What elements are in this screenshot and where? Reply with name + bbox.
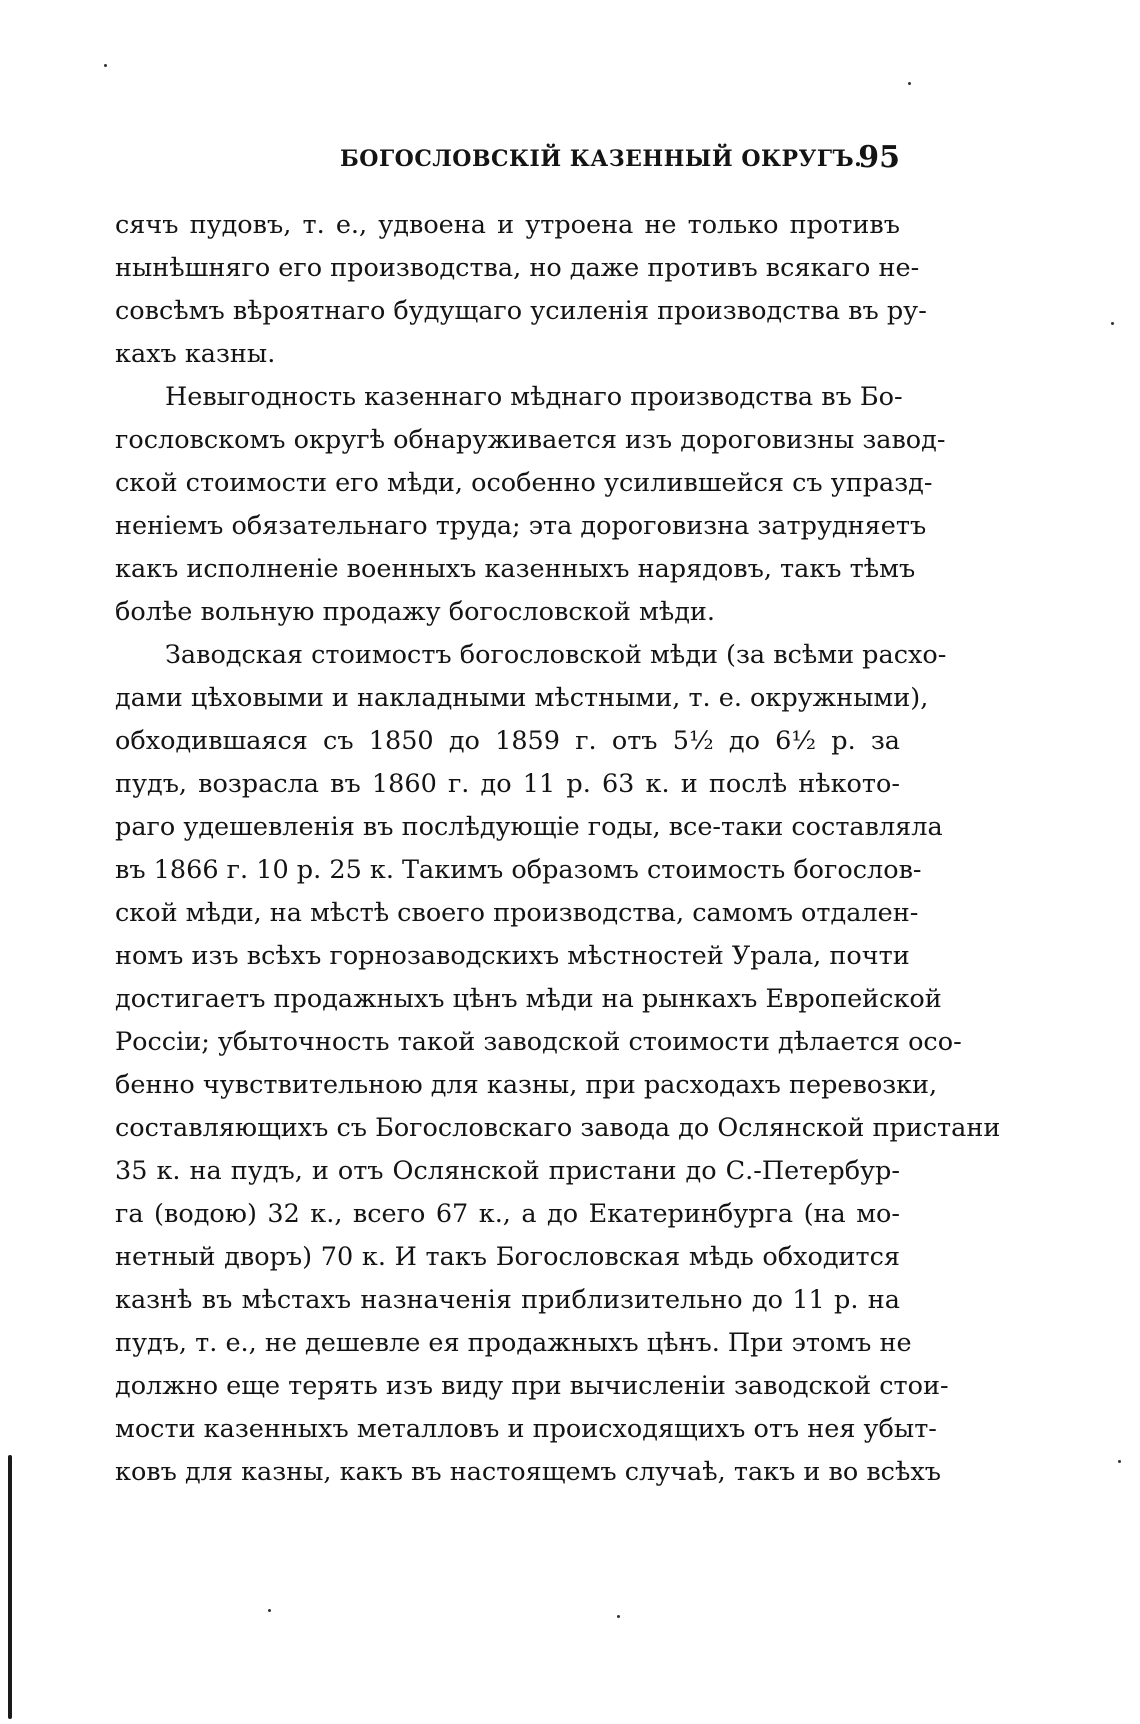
text-line: пудъ, возрасла въ 1860 г. до 11 р. 63 к. и послѣ нѣкото- (115, 769, 900, 799)
scan-speck (908, 82, 911, 85)
text-line: сячъ пудовъ, т. е., удвоена и утроена не только противъ (115, 210, 900, 240)
text-line: казнѣ въ мѣстахъ назначенія приблизительно до 11 р. на (115, 1285, 900, 1315)
text-line: должно еще терять изъ виду при вычисленіи заводской стои- (115, 1371, 949, 1401)
text-line: гословскомъ округѣ обнаруживается изъ дороговизны завод- (115, 425, 946, 455)
text-line: обходившаяся съ 1850 до 1859 г. отъ 5½ до 6½ р. за (115, 726, 900, 756)
body-text (115, 204, 1001, 1494)
text-line: Россіи; убыточность такой заводской стоимости дѣлается осо- (115, 1027, 962, 1057)
text-line: Невыгодность казеннаго мѣднаго производства въ Бо- (165, 382, 903, 412)
text-line: какъ исполненіе военныхъ казенныхъ нарядовъ, такъ тѣмъ (115, 554, 916, 584)
text-line: мости казенныхъ металловъ и происходящихъ отъ нея убыт- (115, 1414, 937, 1444)
paragraph-2 (115, 376, 946, 634)
text-line: составляющихъ съ Богословскаго завода до Ослянской пристани (115, 1113, 1001, 1143)
scan-speck (617, 1615, 620, 1618)
page-header (115, 140, 900, 186)
text-line: совсѣмъ вѣроятнаго будущаго усиленія производства въ ру- (115, 296, 927, 326)
paragraph-3 (115, 634, 1001, 1494)
text-line: Заводская стоимостъ богословской мѣди (за всѣми расхо- (165, 640, 947, 670)
text-line: номъ изъ всѣхъ горнозаводскихъ мѣстностей Урала, почти (115, 941, 910, 971)
page-number: 95 (858, 140, 900, 175)
text-line: пудъ, т. е., не дешевле ея продажныхъ цѣнъ. При этомъ не (115, 1328, 912, 1358)
scan-speck (1111, 322, 1114, 325)
text-line: нетный дворъ) 70 к. И такъ Богословская мѣдь обходится (115, 1242, 900, 1272)
text-line: достигаетъ продажныхъ цѣнъ мѣди на рынкахъ Европейской (115, 984, 942, 1014)
text-line: 35 к. на пудъ, и отъ Ослянской пристани до С.-Петербур- (115, 1156, 900, 1186)
text-line: га (водою) 32 к., всего 67 к., а до Екатеринбурга (на мо- (115, 1199, 900, 1229)
text-line: ской стоимости его мѣди, особенно усилившейся съ упразд- (115, 468, 933, 498)
text-line: ской мѣди, на мѣстѣ своего производства, самомъ отдален- (115, 898, 919, 928)
text-line: болѣе вольную продажу богословской мѣди. (115, 597, 716, 627)
text-line: ковъ для казны, какъ въ настоящемъ случаѣ, такъ и во всѣхъ (115, 1457, 941, 1487)
text-line: въ 1866 г. 10 р. 25 к. Такимъ образомъ стоимость богослов- (115, 855, 922, 885)
text-line: бенно чувствительною для казны, при расходахъ перевозки, (115, 1070, 938, 1100)
scan-speck (104, 64, 107, 67)
scan-edge-line (8, 1455, 12, 1719)
text-line: раго удешевленія въ послѣдующіе годы, все-таки составляла (115, 812, 943, 842)
text-line: неніемъ обязательнаго труда; эта дороговизна затрудняетъ (115, 511, 927, 541)
text-line: кахъ казны. (115, 339, 276, 369)
text-line: нынѣшняго его производства, но даже противъ всякаго не- (115, 253, 920, 283)
scan-speck (268, 1609, 271, 1612)
scan-speck (1118, 1460, 1121, 1463)
running-head: БОГОСЛОВСКІЙ КАЗЕННЫЙ ОКРУГЪ. (340, 146, 863, 172)
text-line: дами цѣховыми и накладными мѣстными, т. е. окружными), (115, 683, 929, 713)
paragraph-1 (115, 204, 927, 376)
